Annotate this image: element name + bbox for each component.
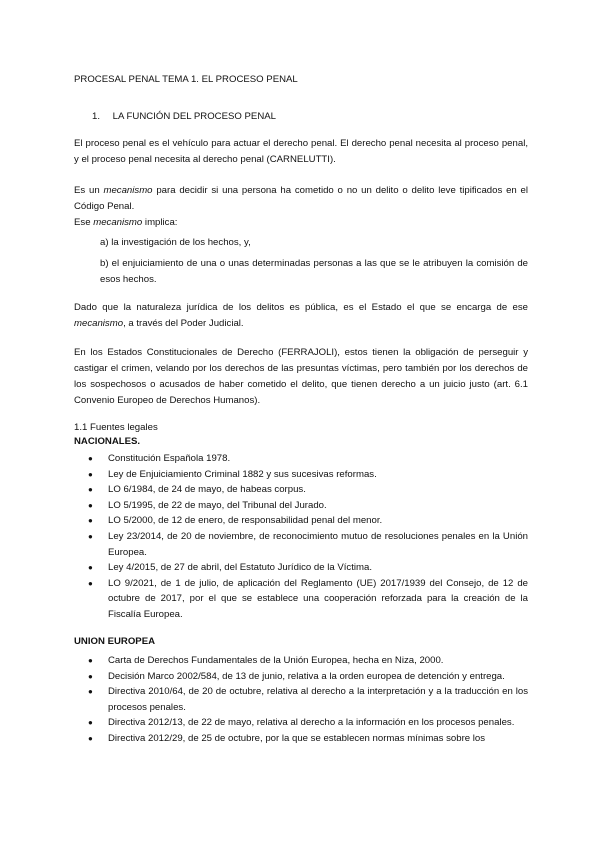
text-run: Es un — [74, 185, 104, 196]
list-item-a: a) la investigación de los hechos, y, — [100, 237, 251, 248]
list-item-b: b) el enjuiciamiento de una o unas determinadas personas a las que se le atribuyen la comisión de esos hechos. — [100, 258, 528, 285]
list-item-text: Ley 4/2015, de 27 de abril, del Estatuto Jurídico de la Víctima. — [108, 562, 372, 574]
list-item-text: Directiva 2010/64, de 20 de octubre, relativa al derecho a la interpretación y a la traducción en los procesos penales. — [108, 686, 528, 713]
text-run: implica: — [142, 217, 178, 228]
list-item — [74, 731, 528, 747]
section-title: LA FUNCIÓN DEL PROCESO PENAL — [112, 111, 276, 122]
list-item — [74, 513, 528, 529]
list-item-text: Ley 23/2014, de 20 de noviembre, de reconocimiento mutuo de resoluciones penales en la Unión Europea. — [108, 530, 528, 558]
bullet-icon: ● — [88, 454, 93, 463]
list-item-text: Constitución Española 1978. — [108, 453, 231, 464]
paragraph-estados: En los Estados Constitucionales de Derecho (FERRAJOLI), estos tienen la obligación de perseguir y castigar el crimen, velando por los derechos de las presuntas víctimas, pero también por los derechos de los sospechosos o acusados de haber cometido el delito, que tienen derecho a un juicio justo (art. 6.1 Convenio Europeo de Derechos Humanos). — [74, 347, 528, 406]
bullet-icon: ● — [88, 500, 93, 510]
text-run: para decidir si una persona ha cometido o no un delito o delito leve tipificados en el Código Penal. — [74, 185, 529, 212]
bullet-icon: ● — [88, 485, 93, 495]
document-title: PROCESAL PENAL TEMA 1. EL PROCESO PENAL — [74, 74, 298, 85]
list-item-text: Directiva 2012/13, de 22 de mayo, relativa al derecho a la información en los procesos penales. — [108, 717, 515, 729]
emphasis-text: mecanismo — [93, 217, 143, 228]
emphasis-text: mecanismo — [103, 185, 153, 196]
list-item-text: LO 5/2000, de 12 de enero, de responsabilidad penal del menor. — [108, 515, 383, 527]
paragraph-intro: El proceso penal es el vehículo para actuar el derecho penal. El derecho penal necesita al proceso penal, y el proceso penal necesita al derecho penal (CARNELUTTI). — [74, 138, 528, 165]
list-item — [74, 684, 528, 715]
list-item — [74, 467, 528, 483]
list-item-text: Decisión Marco 2002/584, de 13 de junio, relativa a la orden europea de detención y entrega. — [108, 670, 505, 682]
emphasis-text: mecanismo — [74, 318, 124, 329]
nacionales-heading: NACIONALES. — [74, 436, 141, 447]
bullet-icon: ● — [88, 516, 93, 526]
text-run: Ese — [74, 217, 94, 228]
list-item — [74, 482, 528, 498]
list-item — [74, 451, 528, 467]
bullet-icon: ● — [88, 687, 93, 697]
section-heading — [92, 111, 276, 122]
list-item — [74, 560, 528, 576]
list-item-text: LO 9/2021, de 1 de julio, de aplicación del Reglamento (UE) 2017/1939 del Consejo, de 12 de octubre de 2017, por el que se establece una cooperación reforzada para la creación de la Fiscalía Europea. — [108, 577, 528, 620]
nacionales-list — [74, 451, 528, 623]
bullet-icon: ● — [88, 733, 93, 743]
ue-heading: UNION EUROPEA — [74, 636, 156, 647]
list-item — [74, 529, 528, 560]
text-run: Dado que la naturaleza jurídica de los delitos es pública, es el Estado el que se encarga de ese — [74, 302, 528, 313]
bullet-icon: ● — [88, 563, 93, 573]
list-item-text: LO 5/1995, de 22 de mayo, del Tribunal del Jurado. — [108, 499, 327, 511]
list-item-text: Directiva 2012/29, de 25 de octubre, por la que se establecen normas mínimas sobre los — [108, 732, 486, 744]
list-item-text: LO 6/1984, de 24 de mayo, de habeas corpus. — [108, 484, 306, 496]
list-item — [74, 669, 528, 685]
list-item-text: Ley de Enjuiciamiento Criminal 1882 y sus sucesivas reformas. — [108, 468, 377, 480]
section-number: 1. — [92, 111, 101, 122]
bullet-icon: ● — [88, 718, 93, 728]
bullet-icon: ● — [88, 469, 93, 479]
list-item — [74, 498, 528, 514]
list-item-text: Carta de Derechos Fundamentales de la Unión Europea, hecha en Niza, 2000. — [108, 655, 444, 666]
text-run: , a través del Poder Judicial. — [123, 318, 244, 329]
paragraph-naturaleza — [74, 300, 528, 332]
bullet-icon: ● — [88, 531, 93, 541]
subsection-heading: 1.1 Fuentes legales — [74, 422, 158, 433]
paragraph-mecanismo — [74, 183, 528, 231]
list-item — [74, 576, 528, 623]
bullet-icon: ● — [88, 578, 93, 588]
bullet-icon: ● — [88, 671, 93, 681]
bullet-icon: ● — [88, 656, 93, 665]
list-item — [74, 653, 528, 669]
ue-list — [74, 653, 528, 747]
list-item — [74, 715, 528, 731]
